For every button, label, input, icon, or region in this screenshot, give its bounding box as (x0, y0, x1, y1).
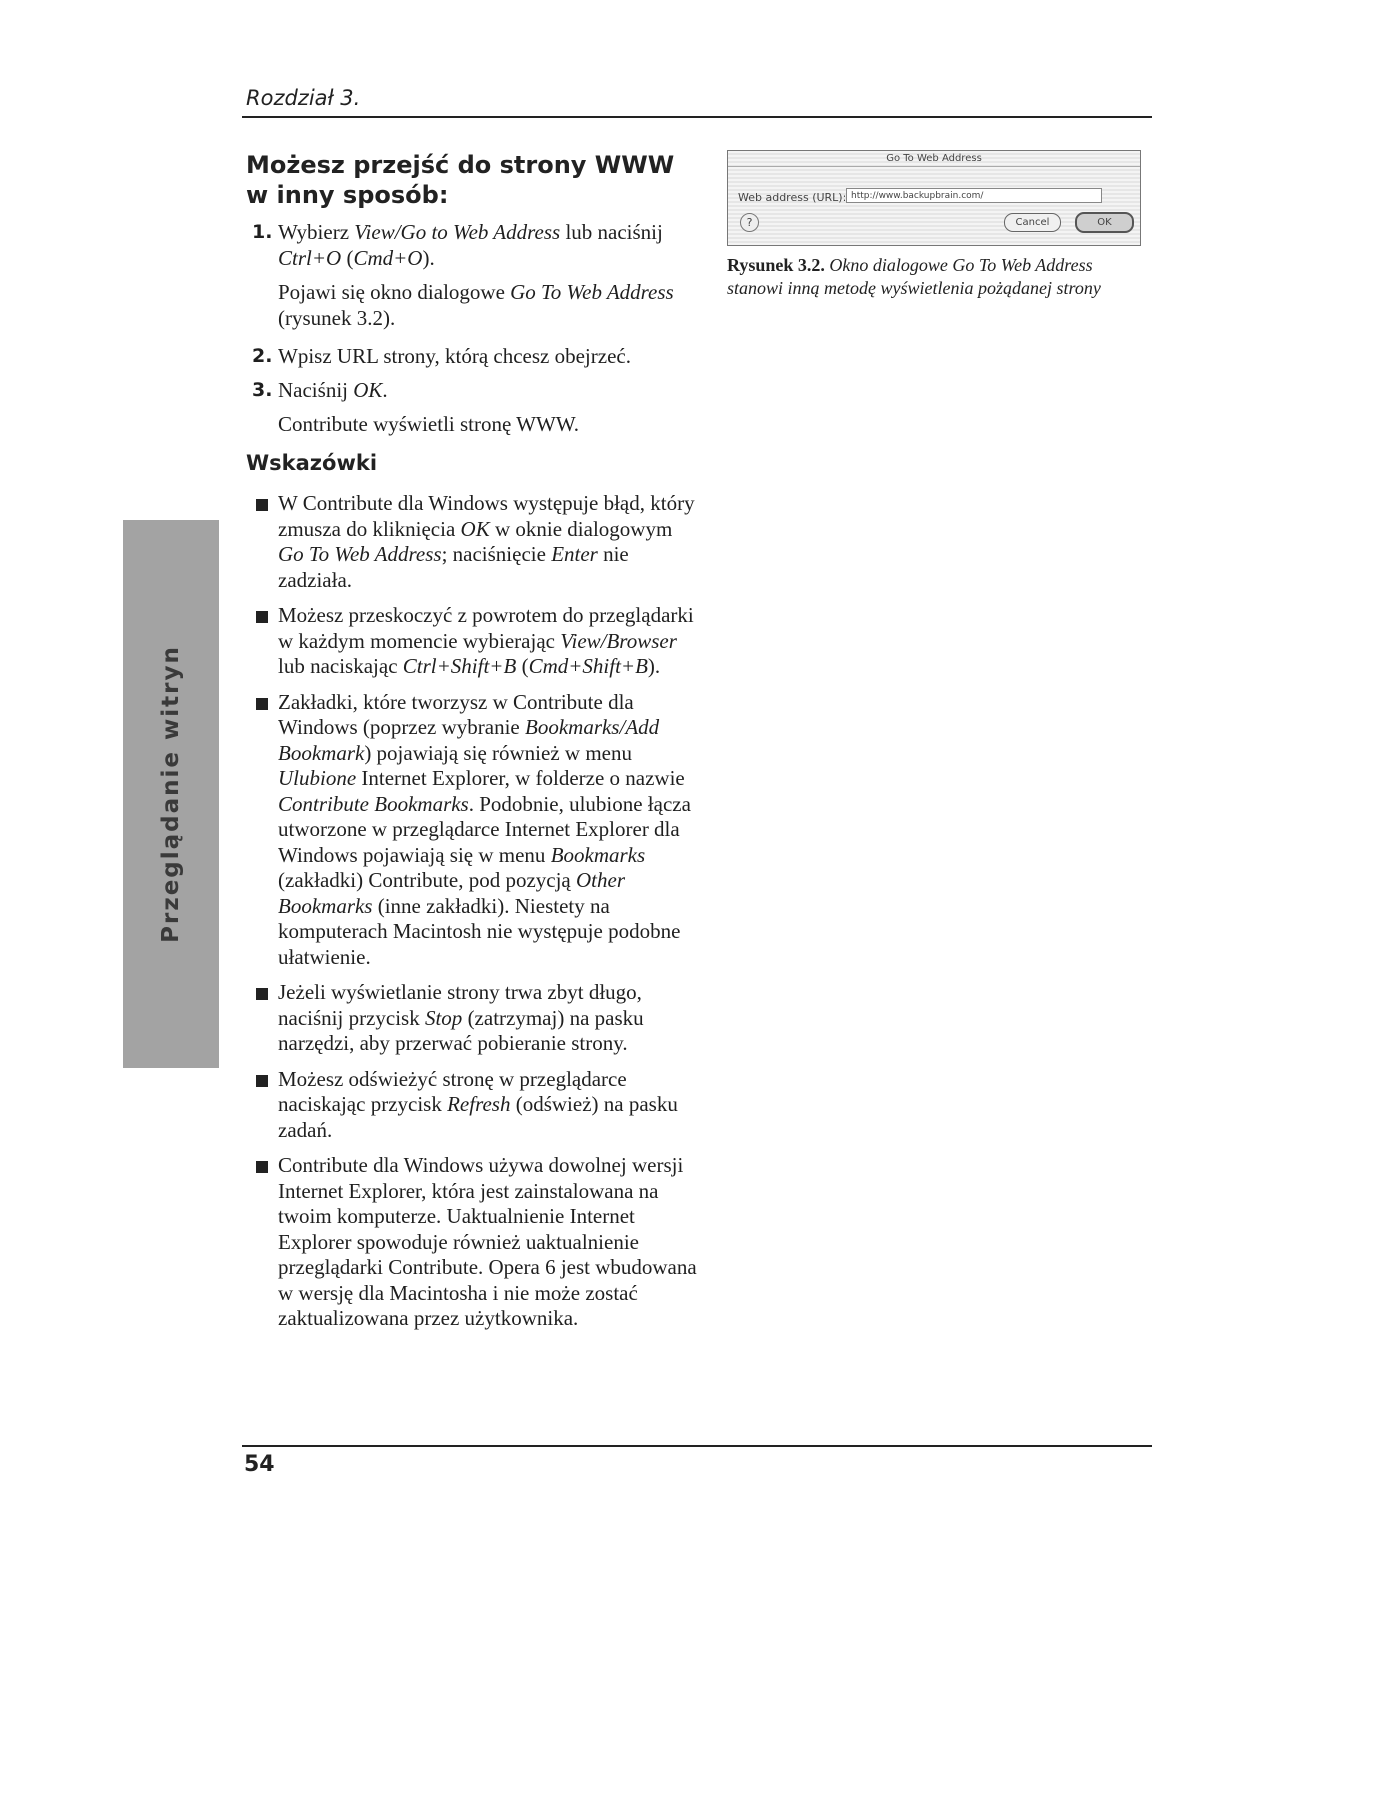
tip-text: (odśwież) na pasku zadań. (278, 1092, 678, 1142)
tip-text: ; naciśnięcie (441, 542, 552, 566)
cancel-button[interactable]: Cancel (1004, 213, 1061, 232)
tip-emphasis: Enter (551, 542, 598, 566)
tip-emphasis: Ulubione (278, 766, 357, 790)
note-dialog-name: Go To Web Address (510, 280, 674, 304)
bullet-square-icon (256, 611, 268, 623)
help-icon[interactable]: ? (740, 213, 759, 232)
bullet-square-icon (256, 1161, 268, 1173)
caption-label: Rysunek 3.2. (727, 255, 825, 275)
header-rule (242, 116, 1152, 118)
tip-text: . Podobnie, ulubione łącza utworzone w przeglądarce Internet Explorer dla Windows pojawiają się w menu (278, 791, 691, 867)
tips-heading: Wskazówki (246, 451, 378, 475)
bullet-square-icon (256, 499, 268, 511)
step-1 (246, 219, 701, 271)
tip-text: (inne zakładki). Niestety na komputerach Macintosh nie występuje podobne ułatwienie. (278, 893, 681, 969)
step-text: ). (422, 246, 435, 270)
tip-5 (246, 1067, 701, 1144)
step-number: 3. (252, 379, 273, 401)
figure-caption (727, 254, 1127, 300)
dialog-title: Go To Web Address (728, 153, 1140, 167)
tip-4 (246, 980, 701, 1057)
tip-text: W Contribute dla Windows występuje błąd, który zmusza do kliknięcia (278, 491, 695, 541)
step-3-note: Contribute wyświetli stronę WWW. (278, 412, 579, 436)
note-text: (rysunek 3.2). (278, 306, 396, 330)
step-3 (246, 377, 701, 403)
step-shortcut: Cmd+O (353, 246, 423, 270)
tip-text: Jeżeli wyświetlanie strony trwa zbyt długo, naciśnij przycisk (278, 980, 642, 1030)
step-menu-path: View/Go to Web Address (354, 220, 561, 244)
page-number: 54 (244, 1452, 275, 1477)
tip-emphasis: Stop (424, 1005, 463, 1030)
tip-2 (246, 603, 701, 680)
footer-rule (242, 1445, 1152, 1447)
step-text: Naciśnij (278, 378, 354, 402)
tip-text: w oknie dialogowym (489, 516, 673, 541)
tip-emphasis: View/Browser (560, 628, 677, 653)
tip-emphasis: Ctrl+Shift+B (402, 654, 517, 678)
section-heading: Możesz przejść do strony WWW w inny sposób: (246, 151, 675, 209)
note-text: Pojawi się okno dialogowe (278, 280, 511, 304)
tip-text: (zakładki) Contribute, pod pozycją (278, 868, 576, 892)
tip-emphasis: Refresh (447, 1092, 511, 1116)
step-shortcut: Ctrl+O (278, 246, 342, 270)
step-2 (246, 343, 701, 369)
ok-button[interactable]: OK (1075, 212, 1134, 233)
tip-6 (246, 1153, 701, 1332)
tip-emphasis: OK (460, 516, 490, 541)
step-number: 1. (252, 221, 273, 243)
step-text: . (382, 378, 388, 402)
tip-text: Możesz odświeżyć stronę w przeglądarce naciskając przycisk (278, 1066, 627, 1116)
step-text: lub naciśnij (560, 220, 663, 244)
go-to-web-address-dialog-figure (727, 150, 1141, 246)
tip-text: Contribute dla Windows używa dowolnej wersji Internet Explorer, która jest zainstalowana na twoim komputerze. Uaktualnienie Internet Explorer spowoduje również uaktualnienie przeglądarki Contribute. Opera 6 jest wbudowana w wersję dla Macintosha i nie może zostać zaktualizowana przez użytkownika. (278, 1153, 697, 1330)
url-input[interactable]: http://www.backupbrain.com/ (846, 188, 1102, 203)
step-number: 2. (252, 345, 273, 367)
tip-text: ) pojawiają się również w menu (364, 740, 632, 765)
bullet-square-icon (256, 988, 268, 1000)
bullet-square-icon (256, 1075, 268, 1087)
step-text: ( (341, 246, 354, 270)
bullet-square-icon (256, 698, 268, 710)
step-text: Wybierz (278, 220, 355, 244)
tip-3 (246, 690, 701, 971)
url-field-label: Web address (URL): (738, 191, 847, 204)
tip-emphasis: Bookmarks (550, 842, 646, 867)
tip-1 (246, 491, 701, 593)
tip-text: Zakładki, które tworzysz w Contribute dla Windows (poprzez wybranie (278, 689, 634, 739)
tip-text: ). (647, 654, 661, 678)
tip-emphasis: Cmd+Shift+B (528, 654, 648, 678)
step-1-note (246, 279, 701, 331)
tip-text: nie zadziała. (278, 542, 629, 592)
caption-text: Okno dialogowe Go To Web Address stanowi inną metodę wyświetlenia pożądanej strony (727, 255, 1101, 298)
main-column (246, 150, 701, 1342)
tip-text: Internet Explorer, w folderze o nazwie (356, 766, 685, 790)
side-tab-label: Przeglądanie witryn (158, 645, 184, 943)
tip-emphasis: Go To Web Address (278, 542, 442, 566)
running-head: Rozdział 3. (246, 86, 361, 110)
tip-emphasis: Bookmarks/Add Bookmark (278, 715, 660, 765)
step-text: Wpisz URL strony, którą chcesz obejrzeć. (278, 344, 631, 368)
tip-text: lub naciskając (278, 654, 403, 678)
tip-emphasis: Contribute Bookmarks (278, 791, 469, 816)
tip-text: (zatrzymaj) na pasku narzędzi, aby przerwać pobieranie strony. (278, 1005, 644, 1055)
tip-emphasis: Other Bookmarks (278, 868, 625, 918)
step-button-name: OK (353, 378, 383, 402)
tip-text: ( (516, 654, 529, 678)
tip-text: Możesz przeskoczyć z powrotem do przeglądarki w każdym momencie wybierając (278, 603, 694, 653)
